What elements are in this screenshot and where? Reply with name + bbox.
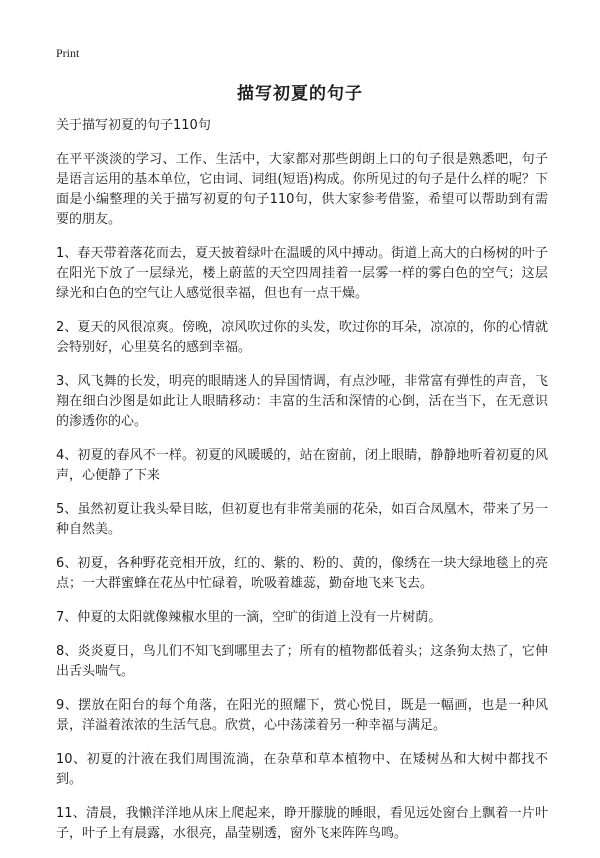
list-item: 4、初夏的春风不一样。初夏的风暖暖的，站在窗前，闭上眼睛，静静地听着初夏的风声，心便静了下来 [56,448,548,483]
list-item: 10、初夏的汁液在我们周围流淌，在杂草和草本植物中、在矮树丛和大树中都找不到。 [56,752,548,787]
list-item: 6、初夏，各种野花竞相开放，红的、紫的、粉的、黄的，像绣在一块大绿地毯上的亮点；一大群蜜蜂在花丛中忙碌着，吮吸着雄蕊，勤奋地飞来飞去。 [56,556,548,591]
list-item: 11、清晨，我懒洋洋地从床上爬起来，睁开朦胧的睡眼，看见远处窗台上飘着一片叶子，叶子上有晨露，水很亮，晶莹剔透，窗外飞来阵阵鸟鸣。 [56,806,548,841]
list-item: 8、炎炎夏日，鸟儿们不知飞到哪里去了；所有的植物都低着头；这条狗太热了，它伸出舌头喘气。 [56,644,548,679]
list-item: 3、风飞舞的长发，明亮的眼睛迷人的异国情调，有点沙哑，非常富有弹性的声音，飞翔在细白沙图是如此让人眼睛移动：丰富的生活和深情的心倒，活在当下，在无意识的渗透你的心。 [56,374,548,429]
list-item: 9、摆放在阳台的每个角落，在阳光的照耀下，赏心悦目，既是一幅画，也是一种风景，洋溢着浓浓的生活气息。欣赏，心中荡漾着另一种幸福与满足。 [56,698,548,733]
list-item: 1、春天带着落花而去，夏天披着绿叶在温暖的风中搏动。街道上高大的白杨树的叶子在阳光下放了一层绿光，楼上蔚蓝的天空四周挂着一层雾一样的雾白色的空气；这层绿光和白色的空气让人感觉很幸福，但也有一点干燥。 [56,246,548,301]
article-body [56,116,548,858]
list-item: 2、夏天的风很凉爽。傍晚，凉风吹过你的头发，吹过你的耳朵，凉凉的，你的心情就会特别好，心里莫名的感到幸福。 [56,320,548,355]
list-item: 5、虽然初夏让我头晕目眩，但初夏也有非常美丽的花朵，如百合凤凰木，带来了另一种自然美。 [56,502,548,537]
list-item: 7、仲夏的太阳就像辣椒水里的一滴，空旷的街道上没有一片树荫。 [56,610,442,625]
article-intro: 在平平淡淡的学习、工作、生活中，大家都对那些朗朗上口的句子很是熟悉吧，句子是语言运用的基本单位，它由词、词组(短语)构成。你所见过的句子是什么样的呢？下面是小编整理的关于描写初夏的句子110句，供大家参考借鉴，希望可以帮助到有需要的朋友。 [56,152,548,227]
print-link[interactable]: Print [56,46,80,60]
page-title: 描写初夏的句子 [237,84,363,104]
article-subtitle: 关于描写初夏的句子110句 [56,118,211,133]
